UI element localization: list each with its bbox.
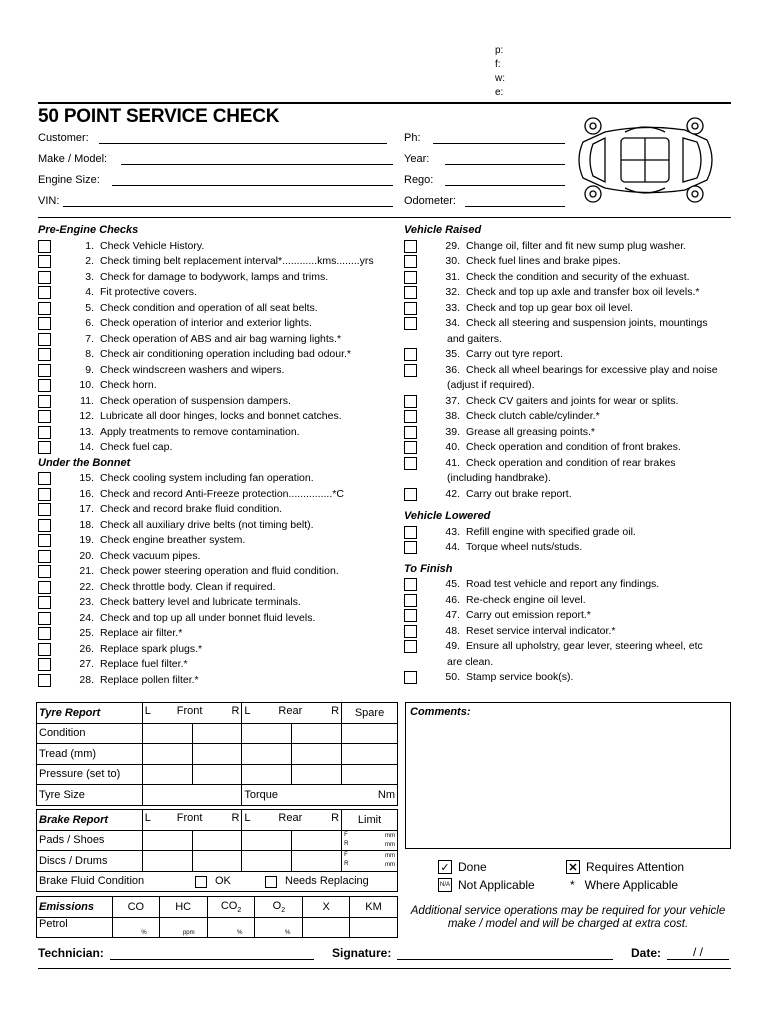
item-text: Replace pollen filter.*	[100, 673, 199, 686]
item-checkbox[interactable]	[404, 255, 417, 268]
extra-cost-note: Additional service operations may be required for your vehicle make / model and will be charged at extra cost.	[410, 905, 726, 930]
technician-field[interactable]: Technician:	[38, 946, 314, 960]
rego-field[interactable]	[404, 170, 433, 186]
item-number: 43.	[445, 525, 460, 538]
item-number: 13.	[79, 425, 94, 438]
item-checkbox[interactable]	[404, 302, 417, 315]
field-label: Make / Model:	[38, 153, 108, 165]
item-number: 28.	[79, 673, 94, 686]
item-checkbox[interactable]	[404, 395, 417, 408]
item-checkbox[interactable]	[38, 364, 51, 377]
top-rule	[38, 102, 731, 104]
checklist-item	[404, 347, 734, 363]
field-label: Year:	[404, 153, 430, 165]
item-text: Check all steering and suspension joints, mountings	[466, 317, 708, 329]
item-text: Carry out brake report.	[466, 487, 572, 500]
signature-field[interactable]: Signature:	[332, 946, 613, 960]
item-number: 39.	[445, 425, 460, 438]
field-label: Customer:	[38, 132, 89, 144]
checklist-item	[404, 440, 734, 456]
checklist-item	[38, 347, 398, 363]
item-number: 9.	[85, 363, 94, 376]
item-number: 48.	[445, 624, 460, 637]
section-vehicle-raised	[404, 239, 734, 503]
item-number: 41.	[445, 456, 460, 469]
checklist-item	[38, 564, 398, 580]
item-number: 42.	[445, 487, 460, 500]
checklist-item	[38, 409, 398, 425]
item-text: Replace air filter.*	[100, 627, 183, 639]
item-checkbox[interactable]	[404, 457, 417, 470]
emissions-title: Emissions	[37, 897, 113, 918]
item-number: 5.	[85, 301, 94, 314]
item-number: 29.	[445, 239, 460, 252]
section-title: To Finish	[404, 562, 453, 575]
make-model-field[interactable]	[38, 149, 107, 165]
item-checkbox[interactable]	[38, 302, 51, 315]
item-text: Check all auxiliary drive belts (not timing belt).	[100, 518, 314, 531]
year-field[interactable]	[404, 149, 429, 165]
item-text: Check and top up axle and transfer box oil levels.*	[466, 286, 700, 298]
checklist-item	[404, 409, 734, 425]
checklist-item	[404, 525, 734, 541]
item-text: Carry out tyre report.	[466, 348, 563, 360]
checklist-item-continued	[404, 332, 734, 348]
contact-block	[495, 44, 505, 100]
checklist-item	[404, 254, 734, 270]
item-checkbox[interactable]	[38, 286, 51, 299]
odometer-field[interactable]	[404, 191, 456, 207]
item-number: 7.	[85, 332, 94, 345]
item-text: Carry out emission report.*	[466, 609, 591, 621]
item-number: 47.	[445, 609, 460, 621]
item-number: 20.	[79, 549, 94, 562]
tyre-size-label: Tyre Size	[37, 785, 143, 806]
section-title: Vehicle Raised	[404, 224, 482, 236]
checklist-item	[404, 608, 734, 624]
checklist-item	[404, 593, 734, 609]
item-text: and gaiters.	[447, 332, 502, 345]
item-checkbox[interactable]	[38, 581, 51, 594]
item-checkbox[interactable]	[38, 348, 51, 361]
item-text: Check horn.	[100, 379, 157, 391]
checklist-item	[38, 533, 398, 549]
item-checkbox[interactable]	[38, 317, 51, 330]
item-text: Check operation of ABS and air bag warning lights.*	[100, 332, 342, 345]
checklist-item	[404, 363, 734, 379]
item-text: Check Vehicle History.	[100, 239, 205, 252]
checklist-item	[38, 626, 398, 642]
item-text: Lubricate all door hinges, locks and bonnet catches.	[100, 410, 342, 422]
item-checkbox[interactable]	[404, 364, 417, 377]
section-to-finish	[404, 577, 734, 686]
item-number: 12.	[79, 410, 94, 422]
item-checkbox[interactable]	[404, 426, 417, 439]
brake-report-table	[36, 809, 398, 892]
brake-front-header: L Front R	[142, 810, 242, 831]
legend-done: ✓ Done	[438, 860, 487, 874]
checklist-item	[404, 540, 734, 556]
section-title: Pre-Engine Checks	[38, 224, 139, 236]
item-text: Check fuel lines and brake pipes.	[466, 255, 621, 267]
item-text: Change oil, filter and fit new sump plug washer.	[466, 239, 687, 252]
item-text: are clean.	[447, 655, 494, 668]
item-number: 26.	[79, 642, 94, 655]
contact-fax-label: f:	[495, 59, 501, 70]
item-text: Check fuel cap.	[100, 441, 173, 453]
checklist-item	[404, 394, 734, 410]
item-text: Replace fuel filter.*	[100, 658, 188, 670]
item-checkbox[interactable]	[404, 410, 417, 423]
item-checkbox[interactable]	[404, 625, 417, 638]
item-number: 6.	[85, 317, 94, 329]
field-label: Rego:	[404, 174, 434, 186]
item-text: Check timing belt replacement interval*............kms........yrs	[100, 255, 374, 267]
item-text: Check operation of suspension dampers.	[100, 394, 291, 407]
item-text: Check condition and operation of all seat belts.	[100, 301, 318, 314]
limit-cell[interactable]: F mm R mm	[342, 851, 398, 872]
item-checkbox[interactable]	[38, 658, 51, 671]
item-checkbox[interactable]	[38, 395, 51, 408]
item-checkbox[interactable]	[38, 674, 51, 687]
item-text: Stamp service book(s).	[466, 671, 574, 683]
item-checkbox[interactable]	[38, 255, 51, 268]
phone-field[interactable]	[404, 128, 421, 144]
item-text: Check all wheel bearings for excessive play and noise	[466, 363, 718, 376]
item-number: 38.	[445, 410, 460, 422]
checklist-item	[404, 456, 734, 472]
contact-web-label: w:	[495, 73, 505, 84]
tyre-rear-header: L Rear R	[242, 703, 342, 724]
item-text: Check operation and condition of front brakes.	[466, 441, 681, 453]
item-number: 24.	[79, 611, 94, 624]
checklist-item	[38, 487, 398, 503]
legend-attention: ✕ Requires Attention	[566, 860, 684, 874]
item-number: 4.	[85, 286, 94, 298]
item-text: Check for damage to bodywork, lamps and trims.	[100, 270, 329, 283]
checklist-item	[404, 425, 734, 441]
checklist-item	[38, 285, 398, 301]
item-text: Check engine breather system.	[100, 534, 246, 546]
item-text: Check operation and condition of rear brakes	[466, 456, 676, 469]
item-text: (adjust if required).	[447, 379, 535, 391]
field-label: Ph:	[404, 132, 421, 144]
item-text: Check and record Anti-Freeze protection...............*C	[100, 487, 344, 500]
checklist-item	[38, 518, 398, 534]
item-number: 36.	[445, 363, 460, 376]
tyre-spare-header: Spare	[342, 703, 398, 724]
comments-label: Comments:	[410, 706, 471, 718]
item-checkbox[interactable]	[38, 488, 51, 501]
item-number: 46.	[445, 593, 460, 606]
item-number: 16.	[79, 487, 94, 500]
checklist-item	[38, 595, 398, 611]
checklist-item	[404, 577, 734, 593]
tyre-row-label: Pressure (set to)	[37, 764, 143, 785]
item-checkbox[interactable]	[404, 594, 417, 607]
checklist-item	[38, 642, 398, 658]
section-vehicle-lowered	[404, 525, 734, 556]
legend-na: N/A Not Applicable	[439, 878, 535, 892]
section-under-bonnet	[38, 471, 398, 688]
needs-replacing-checkbox[interactable]	[265, 876, 277, 888]
checklist-right	[404, 223, 734, 686]
item-number: 3.	[85, 270, 94, 283]
item-checkbox[interactable]	[404, 271, 417, 284]
brake-row-label: Pads / Shoes	[37, 830, 143, 851]
na-icon: N/A	[438, 878, 452, 892]
checklist-item	[404, 624, 734, 640]
item-text: Check throttle body. Clean if required.	[100, 580, 276, 593]
item-text: Apply treatments to remove contamination.	[100, 425, 300, 438]
item-checkbox[interactable]	[404, 609, 417, 622]
item-text: Check cooling system including fan operation.	[100, 472, 314, 484]
checklist-item	[38, 471, 398, 487]
contact-email-label: e:	[495, 87, 504, 98]
item-checkbox[interactable]	[404, 240, 417, 253]
emission-col: HC	[159, 897, 207, 918]
page-title: 50 POINT SERVICE CHECK	[38, 106, 280, 127]
tyre-row-label: Condition	[37, 723, 143, 744]
item-checkbox[interactable]	[38, 240, 51, 253]
section-title: Under the Bonnet	[38, 456, 131, 469]
checklist-item	[38, 316, 398, 332]
emissions-table: Emissions CO HC $CO_2$ $O_2$ X KM Petrol % ppm % %	[36, 896, 398, 938]
item-checkbox[interactable]	[38, 643, 51, 656]
checklist-item	[38, 254, 398, 270]
brake-rear-header: L Rear R	[242, 810, 342, 831]
checklist-item-continued	[404, 471, 734, 487]
checklist-item	[404, 487, 734, 503]
section-pre-engine	[38, 239, 398, 456]
item-text: Fit protective covers.	[100, 286, 197, 298]
contact-phone-label: p:	[495, 45, 504, 56]
item-checkbox[interactable]	[38, 565, 51, 578]
item-text: Check vacuum pipes.	[100, 549, 201, 562]
legend-where: * Where Applicable	[570, 878, 679, 892]
car-diagram-icon	[565, 112, 725, 208]
item-number: 17.	[79, 503, 94, 515]
item-number: 15.	[79, 472, 94, 484]
emission-col: X	[303, 897, 350, 918]
item-number: 33.	[445, 301, 460, 314]
item-number: 34.	[445, 317, 460, 329]
engine-size-field[interactable]	[38, 170, 100, 186]
checklist-item	[404, 239, 734, 255]
checklist-item	[38, 611, 398, 627]
brake-fluid-row: Brake Fluid Condition OK Needs Replacing	[37, 871, 398, 892]
vin-field[interactable]	[38, 191, 59, 207]
item-text: Check the condition and security of the exhuast.	[466, 270, 690, 283]
item-text: Check and top up gear box oil level.	[466, 301, 633, 314]
emission-col: KM	[350, 897, 398, 918]
checklist-item	[38, 332, 398, 348]
checklist-item	[38, 580, 398, 596]
checklist-item	[38, 440, 398, 456]
item-text: Torque wheel nuts/studs.	[466, 541, 583, 553]
item-number: 8.	[85, 348, 94, 360]
item-checkbox[interactable]	[38, 441, 51, 454]
item-number: 25.	[79, 627, 94, 639]
item-checkbox[interactable]	[38, 612, 51, 625]
checklist-item	[38, 657, 398, 673]
item-number: 2.	[85, 255, 94, 267]
tyre-front-header: L Front R	[142, 703, 242, 724]
item-checkbox[interactable]	[38, 503, 51, 516]
item-checkbox[interactable]	[38, 472, 51, 485]
item-checkbox[interactable]	[38, 426, 51, 439]
customer-field[interactable]	[38, 128, 89, 144]
item-checkbox[interactable]	[404, 578, 417, 591]
torque-cell[interactable]: Torque Nm	[242, 785, 398, 806]
item-checkbox[interactable]	[38, 627, 51, 640]
checklist-item	[38, 270, 398, 286]
item-text: Check windscreen washers and wipers.	[100, 363, 285, 376]
checklist-item-continued	[404, 378, 734, 394]
tyre-row-label: Tread (mm)	[37, 744, 143, 765]
section-title: Vehicle Lowered	[404, 510, 491, 522]
item-checkbox[interactable]	[404, 441, 417, 454]
item-text: Re-check engine oil level.	[466, 593, 586, 606]
item-number: 27.	[79, 658, 94, 670]
checklist-item	[404, 285, 734, 301]
brake-report-title: Brake Report	[37, 810, 143, 831]
item-checkbox[interactable]	[38, 534, 51, 547]
item-checkbox[interactable]	[404, 317, 417, 330]
item-checkbox[interactable]	[404, 286, 417, 299]
item-text: Road test vehicle and report any findings.	[466, 578, 660, 590]
item-checkbox[interactable]	[38, 379, 51, 392]
item-number: 31.	[445, 270, 460, 283]
item-text: Check clutch cable/cylinder.*	[466, 410, 600, 422]
item-checkbox[interactable]	[38, 333, 51, 346]
petrol-label: Petrol	[37, 917, 113, 938]
emission-col: CO	[112, 897, 159, 918]
checklist-item	[38, 549, 398, 565]
item-text: Refill engine with specified grade oil.	[466, 525, 636, 538]
field-label: VIN:	[38, 195, 60, 207]
checklist-item	[38, 425, 398, 441]
checklist-item	[404, 670, 734, 686]
item-text: Check power steering operation and fluid condition.	[100, 565, 339, 577]
item-number: 21.	[79, 565, 94, 577]
item-checkbox[interactable]	[38, 596, 51, 609]
checklist-item	[38, 673, 398, 689]
emission-col-co2: $CO_2$	[207, 897, 255, 918]
field-label: Odometer:	[404, 195, 456, 207]
item-text: Grease all greasing points.*	[466, 425, 595, 438]
cross-icon: ✕	[566, 860, 580, 874]
emission-col-o2: $O_2$	[255, 897, 303, 918]
checklist-item	[38, 363, 398, 379]
item-text: Check and top up all under bonnet fluid levels.	[100, 611, 316, 624]
tyre-report-table	[36, 702, 398, 806]
item-number: 19.	[79, 534, 94, 546]
limit-cell[interactable]: F mm R mm	[342, 830, 398, 851]
item-number: 40.	[445, 441, 460, 453]
item-number: 44.	[445, 541, 460, 553]
checklist-item	[38, 301, 398, 317]
item-checkbox[interactable]	[404, 640, 417, 653]
item-text: Ensure all upholstry, gear lever, steering wheel, etc	[466, 640, 703, 652]
check-icon: ✓	[438, 860, 452, 874]
checklist-item	[404, 270, 734, 286]
item-text: (including handbrake).	[447, 472, 551, 484]
header-divider	[38, 217, 731, 218]
item-text: Check operation of interior and exterior lights.	[100, 317, 312, 329]
checklist-item	[404, 316, 734, 332]
item-number: 45.	[445, 578, 460, 590]
ok-checkbox[interactable]	[195, 876, 207, 888]
item-text: Check CV gaiters and joints for wear or splits.	[466, 394, 679, 407]
item-checkbox[interactable]	[404, 488, 417, 501]
item-checkbox[interactable]	[404, 348, 417, 361]
item-checkbox[interactable]	[38, 519, 51, 532]
item-checkbox[interactable]	[38, 410, 51, 423]
item-text: Check battery level and lubricate terminals.	[100, 596, 301, 608]
item-checkbox[interactable]	[38, 271, 51, 284]
brake-row-label: Discs / Drums	[37, 851, 143, 872]
brake-limit-header: Limit	[342, 810, 398, 831]
item-checkbox[interactable]	[404, 541, 417, 554]
item-checkbox[interactable]	[404, 526, 417, 539]
item-number: 30.	[445, 255, 460, 267]
item-checkbox[interactable]	[404, 671, 417, 684]
item-text: Replace spark plugs.*	[100, 642, 203, 655]
item-number: 1.	[85, 239, 94, 252]
item-number: 35.	[445, 348, 460, 360]
checklist-item	[38, 502, 398, 518]
item-number: 50.	[445, 671, 460, 683]
item-number: 23.	[79, 596, 94, 608]
item-number: 32.	[445, 286, 460, 298]
tyre-report-title: Tyre Report	[37, 703, 143, 724]
item-number: 18.	[79, 518, 94, 531]
comments-box[interactable]	[405, 702, 731, 849]
item-checkbox[interactable]	[38, 550, 51, 563]
item-number: 22.	[79, 580, 94, 593]
field-label: Engine Size:	[38, 174, 100, 186]
checklist-item	[38, 378, 398, 394]
checklist-item-continued	[404, 655, 734, 671]
checklist-item	[38, 394, 398, 410]
bottom-rule	[38, 968, 731, 969]
checklist-left	[38, 223, 398, 688]
item-text: Reset service interval indicator.*	[466, 624, 616, 637]
checklist-item	[38, 239, 398, 255]
item-text: Check and record brake fluid condition.	[100, 503, 283, 515]
item-number: 37.	[445, 394, 460, 407]
checklist-item	[404, 639, 734, 655]
item-number: 10.	[79, 379, 94, 391]
date-field[interactable]: Date: / /	[631, 946, 729, 960]
item-number: 11.	[80, 394, 94, 407]
item-text: Check air conditioning operation including bad odour.*	[100, 348, 352, 360]
checklist-item	[404, 301, 734, 317]
item-number: 14.	[79, 441, 94, 453]
item-number: 49.	[445, 640, 460, 652]
